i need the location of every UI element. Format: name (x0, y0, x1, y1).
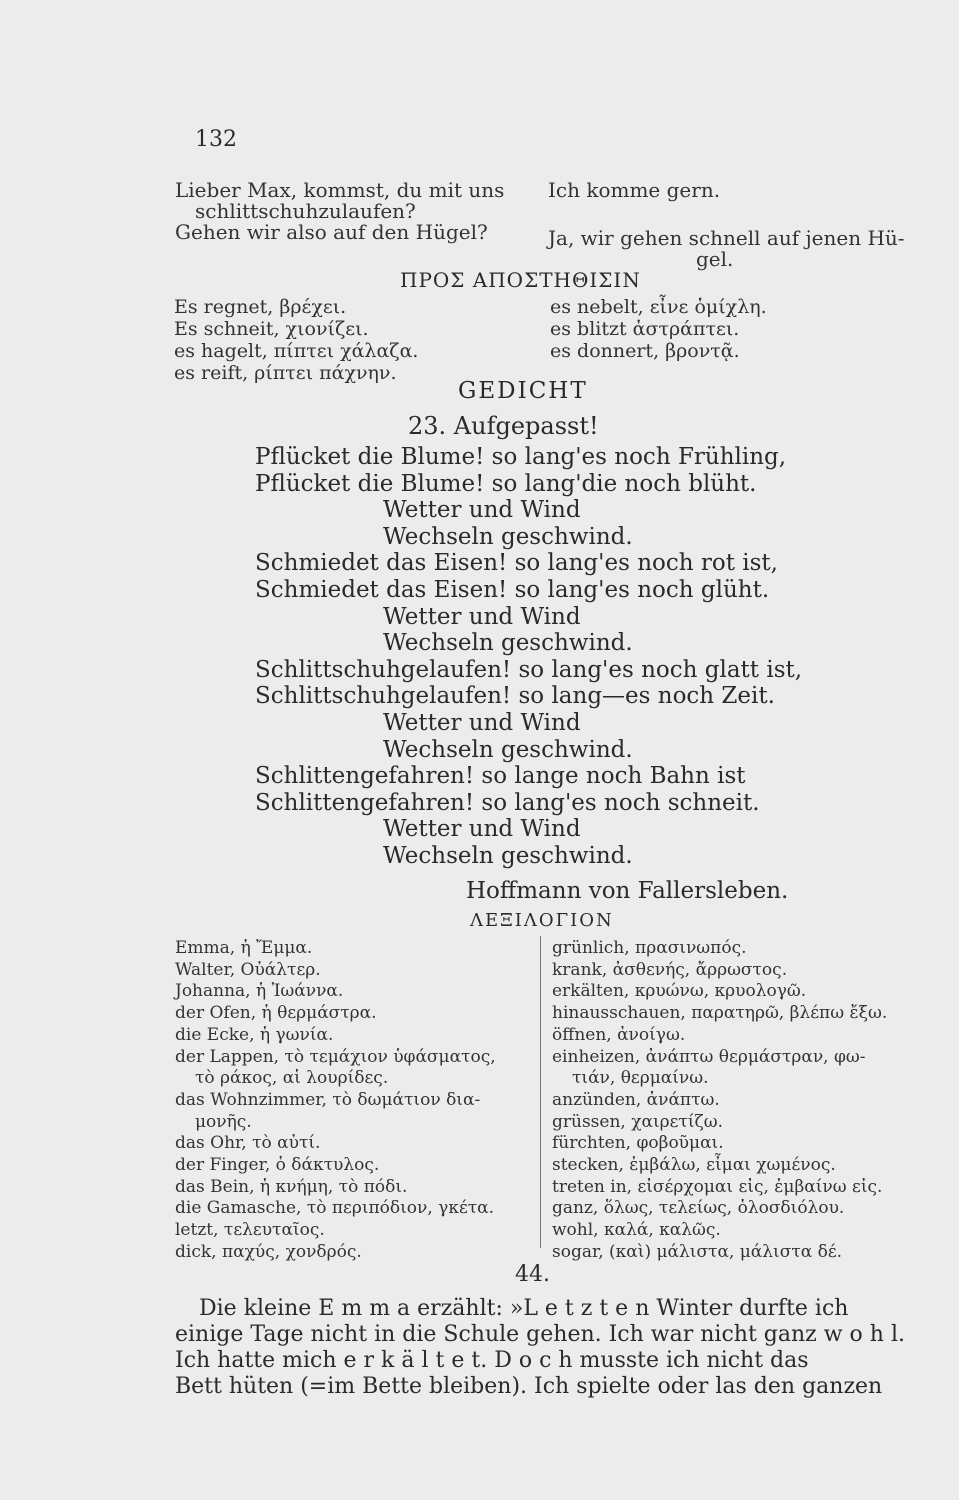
section-number: 44. (515, 1262, 550, 1287)
dialogue-line: Ja, wir gehen schnell auf jenen Hü- (548, 226, 905, 250)
poem-line: Wechseln geschwind. (383, 736, 633, 763)
vocabulary-entry: erkälten, κρυώνω, κρυολογῶ. (552, 981, 807, 1002)
vocabulary-entry: der Ofen, ἡ θερμάστρα. (175, 1003, 377, 1024)
vocabulary-entry: das Bein, ἡ κνήμη, τὸ πόδι. (175, 1176, 408, 1197)
vocabulary-entry: die Gamasche, τὸ περιπόδιον, γκέτα. (175, 1198, 495, 1219)
vocabulary-heading: ΛΕΞΙΛΟΓΙΟΝ (470, 910, 614, 931)
dialogue-line: Ich komme gern. (548, 178, 721, 202)
weather-line: es donnert, βροντᾷ. (550, 340, 740, 362)
vocabulary-entry: stecken, ἐμβάλω, εἶμαι χωμένος. (552, 1155, 836, 1176)
vocabulary-entry: letzt, τελευταῖος. (175, 1220, 325, 1241)
vocabulary-entry: fürchten, φοβοῦμαι. (552, 1133, 724, 1154)
prose-paragraph (175, 1296, 905, 1400)
weather-line: es hagelt, πίπτει χάλαζα. (174, 340, 419, 362)
poem-line: Wechseln geschwind. (383, 523, 633, 550)
vocabulary-entry: grüssen, χαιρετίζω. (552, 1111, 724, 1132)
vocabulary-entry: grünlich, πρασινωπός. (552, 938, 747, 958)
vocabulary-entry: der Lappen, τὸ τεμάχιον ὑφάσματος, (175, 1046, 496, 1067)
vocabulary-entry: sogar, (καὶ) μάλιστα, μάλιστα δέ. (552, 1241, 843, 1262)
vocabulary-entry: ganz, ὅλως, τελείως, ὁλοσδιόλου. (552, 1198, 845, 1219)
prose-line: Die kleine E m m a erzählt: »L e t z t e n Winter durfte ich (199, 1296, 849, 1321)
section-heading-greek: ΠΡΟΣ ΑΠΟΣΤΗΘΙΣΙΝ (400, 268, 641, 292)
vocabulary-entry: einheizen, ἀνάπτω θερμάστραν, φω- (552, 1046, 866, 1067)
vocabulary-entry: Walter, Οὐάλτερ. (175, 959, 321, 980)
dialogue-line: schlittschuhzulaufen? (195, 199, 416, 223)
vocabulary-entry: anzünden, ἀνάπτω. (552, 1089, 720, 1110)
vocabulary-entry: τὸ ράκος, αἱ λουρίδες. (195, 1068, 389, 1089)
vocabulary-entry: Emma, ἡ Ἔμμα. (175, 938, 313, 958)
vocabulary-entry: dick, παχύς, χονδρός. (175, 1241, 362, 1262)
weather-line: Es schneit, χιονίζει. (174, 318, 369, 340)
prose-line: einige Tage nicht in die Schule gehen. Ich war nicht ganz w o h l. (175, 1322, 905, 1347)
vocabulary-entry: hinausschauen, παρατηρῶ, βλέπω ἔξω. (552, 1003, 888, 1024)
vocabulary-entry: die Ecke, ἡ γωνία. (175, 1024, 334, 1045)
poem-line: Wetter und Wind (383, 816, 581, 843)
vocabulary-right-column (552, 938, 887, 1264)
dialogue-line: gel. (696, 247, 734, 271)
vocabulary-entry: der Finger, ὁ δάκτυλος. (175, 1155, 380, 1176)
dialogue-right (548, 180, 905, 270)
poem-line: Schmiedet das Eisen! so lang'es noch rot ist, (255, 550, 778, 577)
prose-line: Ich hatte mich e r k ä l t e t. D o c h musste ich nicht das (175, 1348, 809, 1373)
weather-line: es reift, ρίπτει πάχνην. (174, 362, 397, 384)
vocabulary-entry: das Ohr, τὸ αὐτί. (175, 1133, 321, 1154)
poem-line: Wechseln geschwind. (383, 630, 633, 657)
weather-line: es nebelt, εἶνε ὁμίχλη. (550, 296, 767, 318)
vocabulary-entry: Johanna, ἡ Ἰωάννα. (175, 981, 344, 1002)
vocabulary-left-column (175, 938, 496, 1264)
vocabulary-entry: μονῆς. (195, 1111, 252, 1132)
dialogue-left (175, 180, 504, 243)
poem-line: Schlittengefahren! so lang'es noch schneit. (255, 789, 760, 816)
weather-line: Es regnet, βρέχει. (174, 296, 347, 318)
poem (255, 444, 802, 870)
poem-line: Wechseln geschwind. (383, 842, 633, 869)
poem-line: Schlittschuhgelaufen! so lang'es noch glatt ist, (255, 656, 803, 683)
vocabulary-entry: τιάν, θερμαίνω. (572, 1068, 709, 1089)
poem-line: Schlittengefahren! so lange noch Bahn ist (255, 763, 746, 790)
poem-line: Pflücket die Blume! so lang'die noch blüht. (255, 470, 757, 497)
poem-line: Pflücket die Blume! so lang'es noch Frühling, (255, 444, 787, 470)
weather-line: es blitzt ἀστράπτει. (550, 318, 740, 340)
poem-line: Wetter und Wind (383, 709, 581, 736)
gedicht-heading: GEDICHT (458, 378, 588, 404)
poem-line: Wetter und Wind (383, 497, 581, 524)
vocabulary-entry: treten in, εἰσέρχομαι εἰς, ἐμβαίνω εἰς. (552, 1176, 883, 1197)
vocabulary-entry: krank, ἀσθενής, ἄρρωστος. (552, 959, 788, 980)
poem-author: Hoffmann von Fallersleben. (466, 878, 789, 904)
page-number: 132 (195, 127, 237, 152)
vocabulary-entry: öffnen, ἀνοίγω. (552, 1024, 686, 1045)
weather-expressions-right (550, 296, 767, 362)
prose-line: Bett hüten (=im Bette bleiben). Ich spielte oder las den ganzen (175, 1374, 883, 1399)
vocabulary-entry: wohl, καλά, καλῶς. (552, 1220, 721, 1241)
vocabulary-entry: das Wohnzimmer, τὸ δωμάτιον δια- (175, 1089, 481, 1110)
column-divider (540, 936, 541, 1248)
dialogue-line: Lieber Max, kommst, du mit uns (175, 178, 505, 202)
dialogue-line: Gehen wir also auf den Hügel? (175, 220, 488, 244)
weather-expressions-left (174, 296, 418, 384)
poem-line: Schmiedet das Eisen! so lang'es noch glüht. (255, 576, 770, 603)
poem-line: Schlittschuhgelaufen! so lang—es noch Zeit. (255, 683, 775, 710)
poem-title: 23. Aufgepasst! (408, 412, 599, 440)
poem-line: Wetter und Wind (383, 603, 581, 630)
